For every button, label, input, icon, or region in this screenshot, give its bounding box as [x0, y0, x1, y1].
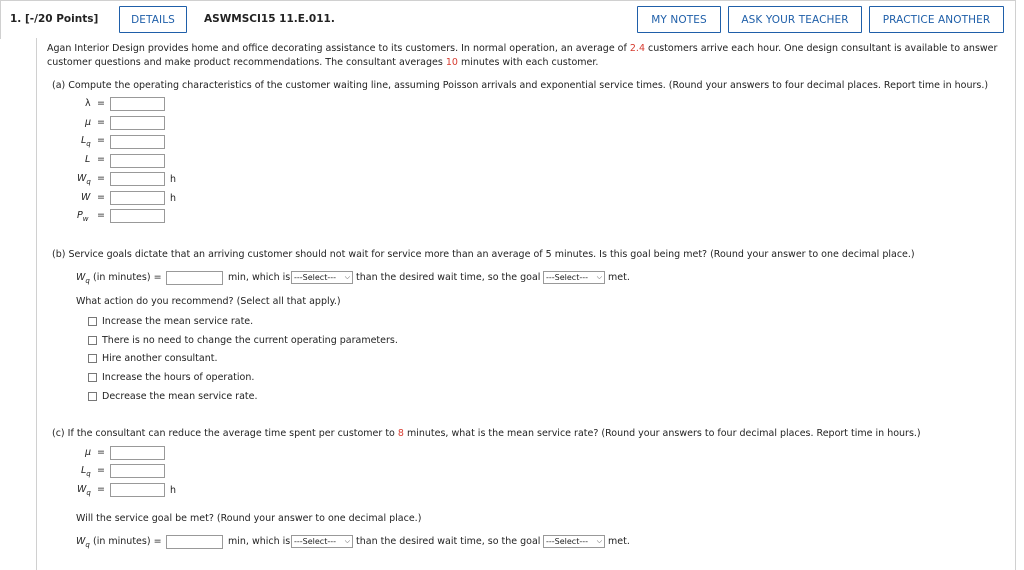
- select-value: ---Select---: [294, 273, 336, 282]
- equals-sign: =: [97, 173, 105, 184]
- wq-minutes-label: (in minutes) =: [93, 536, 162, 547]
- chevron-down-icon: ⌵: [344, 537, 350, 545]
- intro-text: Agan Interior Design provides home and office decorating assistance to its customers. In normal operation, an average of: [47, 43, 630, 54]
- wq-symbol: $W_q$: [77, 173, 91, 186]
- equals-sign: =: [97, 465, 105, 476]
- wq-symbol: $W_q$: [77, 484, 91, 497]
- pw-input[interactable]: [110, 209, 165, 223]
- comparison-select[interactable]: [291, 271, 353, 284]
- action-prompt: What action do you recommend? (Select all that apply.): [76, 296, 341, 307]
- equals-sign: =: [97, 154, 105, 165]
- checkbox-no-change[interactable]: [88, 336, 97, 345]
- question-header: [0, 0, 1016, 39]
- practice-another-button[interactable]: PRACTICE ANOTHER: [869, 6, 1004, 33]
- option-label: Hire another consultant.: [102, 353, 218, 364]
- pw-symbol: $P_w$: [77, 210, 89, 223]
- arrival-rate-value: 2.4: [629, 43, 645, 54]
- l-symbol: L: [85, 154, 91, 165]
- checkbox-increase-hours[interactable]: [88, 373, 97, 382]
- ask-teacher-button[interactable]: ASK YOUR TEACHER: [728, 6, 862, 33]
- hours-unit: h: [170, 174, 177, 185]
- question-number: 1. [-/20 Points]: [10, 13, 99, 25]
- option-label: Decrease the mean service rate.: [102, 391, 258, 402]
- prompt-text: (c) If the consultant can reduce the average time spent per customer to: [52, 428, 398, 439]
- checkbox-decrease-service-rate[interactable]: [88, 392, 97, 401]
- mu-c-input[interactable]: [110, 446, 165, 460]
- equals-sign: =: [97, 447, 105, 458]
- wq-minutes-label: (in minutes) =: [93, 272, 162, 283]
- part-b-prompt: (b) Service goals dictate that an arriving customer should not wait for service more than an average of 5 minutes. Is this goal being met? (Round your answer to one decimal place.): [52, 249, 915, 260]
- mu-symbol: μ: [85, 117, 92, 128]
- equals-sign: =: [97, 484, 105, 495]
- wq-symbol: $W_q$: [76, 272, 90, 285]
- lq-c-input[interactable]: [110, 464, 165, 478]
- goal-c-select[interactable]: [543, 535, 605, 548]
- wq-c-input[interactable]: [110, 483, 165, 497]
- problem-code: ASWMSCI15 11.E.011.: [204, 13, 335, 25]
- w-input[interactable]: [110, 191, 165, 205]
- select-value: ---Select---: [294, 537, 336, 546]
- wq-c-minutes-input[interactable]: [166, 535, 223, 549]
- part-c-prompt: [52, 428, 921, 439]
- hours-unit: h: [170, 193, 177, 204]
- equals-sign: =: [97, 192, 105, 203]
- lq-symbol: $L_q$: [81, 465, 91, 478]
- select-value: ---Select---: [546, 537, 588, 546]
- which-is-text: min, which is: [228, 272, 291, 283]
- than-text: than the desired wait time, so the goal: [356, 272, 541, 283]
- equals-sign: =: [97, 135, 105, 146]
- mu-input[interactable]: [110, 116, 165, 130]
- checkbox-hire-consultant[interactable]: [88, 354, 97, 363]
- met-text: met.: [608, 536, 630, 547]
- comparison-c-select[interactable]: [291, 535, 353, 548]
- prompt-text: minutes, what is the mean service rate? (Round your answers to four decimal places. Report time in hours.): [403, 428, 921, 439]
- mu-symbol: μ: [85, 447, 92, 458]
- wq-input[interactable]: [110, 172, 165, 186]
- lq-input[interactable]: [110, 135, 165, 149]
- service-time-value: 10: [445, 57, 458, 68]
- question-body: [36, 38, 1016, 570]
- equals-sign: =: [97, 98, 105, 109]
- l-input[interactable]: [110, 154, 165, 168]
- intro-text: customers arrive each hour. One design consultant is available to answer: [644, 43, 998, 54]
- lq-symbol: $L_q$: [81, 135, 91, 148]
- equals-sign: =: [97, 117, 105, 128]
- chevron-down-icon: ⌵: [596, 273, 602, 281]
- chevron-down-icon: ⌵: [596, 537, 602, 545]
- met-text: met.: [608, 272, 630, 283]
- option-label: There is no need to change the current operating parameters.: [102, 335, 398, 346]
- hours-unit: h: [170, 485, 177, 496]
- intro-text: minutes with each customer.: [457, 57, 599, 68]
- wq-symbol: $W_q$: [76, 536, 90, 549]
- details-button[interactable]: DETAILS: [119, 6, 187, 33]
- option-label: Increase the hours of operation.: [102, 372, 255, 383]
- w-symbol: W: [81, 192, 91, 203]
- which-is-text: min, which is: [228, 536, 291, 547]
- equals-sign: =: [97, 210, 105, 221]
- checkbox-increase-service-rate[interactable]: [88, 317, 97, 326]
- lambda-input[interactable]: [110, 97, 165, 111]
- my-notes-button[interactable]: MY NOTES: [637, 6, 721, 33]
- than-text: than the desired wait time, so the goal: [356, 536, 541, 547]
- goal-select[interactable]: [543, 271, 605, 284]
- wq-minutes-input[interactable]: [166, 271, 223, 285]
- option-label: Increase the mean service rate.: [102, 316, 254, 327]
- goal-prompt: Will the service goal be met? (Round your answer to one decimal place.): [76, 513, 422, 524]
- reduced-time-value: 8: [397, 428, 404, 439]
- chevron-down-icon: ⌵: [344, 273, 350, 281]
- select-value: ---Select---: [546, 273, 588, 282]
- intro-text: customer questions and make product recommendations. The consultant averages: [47, 57, 446, 68]
- lambda-symbol: λ: [85, 98, 91, 109]
- intro-line-2: [47, 57, 598, 68]
- intro-line-1: [47, 43, 997, 54]
- part-a-prompt: (a) Compute the operating characteristics of the customer waiting line, assuming Poisson arrivals and exponential service times. (Round your answers to four decimal places. Report time in hours.): [52, 80, 989, 91]
